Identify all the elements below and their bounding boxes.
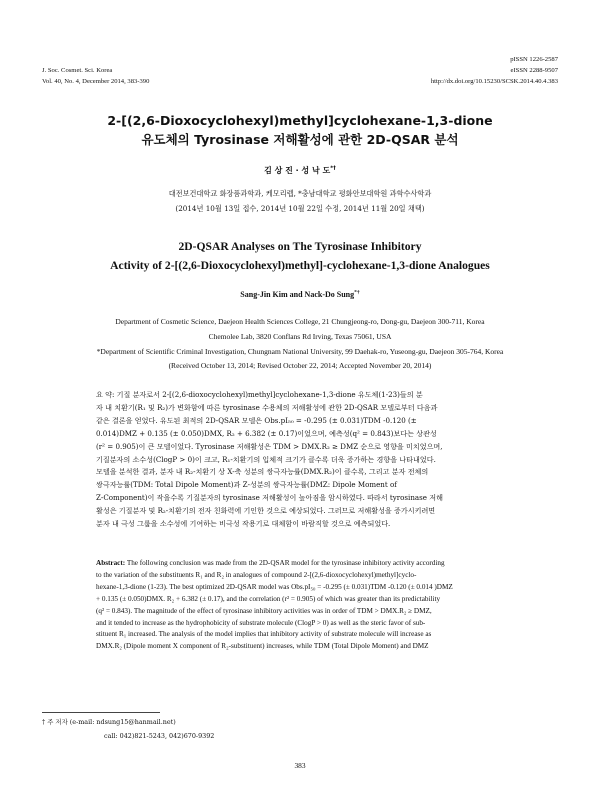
footnote-rule — [42, 712, 160, 713]
footnote-line2: call: 042)821-5243, 042)670-9392 — [104, 732, 215, 740]
abstract-en-text: The following conclusion was made from the 2D-QSAR model for the tyrosinase inhibitory activity according — [126, 559, 445, 567]
eissn: eISSN 2288-9507 — [510, 67, 558, 74]
abstract-en-line: hexane-1,3-dione (1-23). The best optimized 2D-QSAR model was Obs.pI₅₀ = -0.295 (± 0.031)TDM -0.120 (± 0.014 )DMZ — [96, 582, 453, 591]
affiliation-ko: 대전보건대학교 화장품과학과, 케모리렙, *충남대학교 평화안보대학원 과학수사학과 — [168, 189, 432, 198]
footnote-line1: † 주 저자 (e-mail: ndsung15@hanmail.net) — [42, 718, 176, 726]
authors-en-names: Sang-Jin Kim and Nack-Do Sung — [240, 290, 355, 299]
abstract-en-label: Abstract: — [96, 559, 126, 567]
abstract-ko-line: 분자 내 극성 그룹을 소수성에 기여하는 비극성 작용기로 대체함이 바람직할 것으로 예측되었다. — [96, 519, 391, 529]
affiliation-en-line3: *Department of Scientific Criminal Investigation, Chungnam National University, 99 Daehak-ro, Yuseong-gu, Daejeon 305-764, Korea — [96, 347, 504, 356]
title-en-line1: 2D-QSAR Analyses on The Tyrosinase Inhibitory — [178, 240, 422, 253]
affiliation-en-line2: Chemolee Lab, 3820 Conflans Rd Irving, Texas 75061, USA — [208, 332, 392, 341]
journal-name: J. Soc. Cosmet. Sci. Korea — [42, 67, 113, 74]
title-ko-line1: 2-[(2,6-Dioxocyclohexyl)methyl]cyclohexane-1,3-dione — [107, 113, 493, 128]
abstract-ko-line: 0.014)DMZ + 0.135 (± 0.050)DMX, R₂ + 6.382 (± 0.17)이었으며, 예측성(q² = 0.843)보다는 상관성 — [96, 428, 437, 438]
abstract-en-line: + 0.135 (± 0.050)DMX. R₂ + 6.382 (± 0.17), and the correlation (r² = 0.905) of which was greater than its predictability — [96, 594, 441, 603]
abstract-ko-text: 기질 분자로서 2-[(2,6-dioxocyclohexyl)methyl]cyclohexane-1,3-dione 유도체(1-23)들의 분 — [116, 390, 423, 399]
doi-link[interactable]: http://dx.doi.org/10.15230/SCSK.2014.40.4.383 — [430, 78, 558, 85]
authors-en-mark: *† — [354, 289, 360, 296]
abstract-en-line: stituent R₁ increased. The analysis of the model implies that inhibitory activity of substrate molecule will increase as — [96, 630, 432, 639]
abstract-ko-line: 자 내 치환기(R₁ 및 R₂)가 변화함에 따른 tyrosinase 수용체의 저해활성에 관한 2D-QSAR 모델로부터 다음과 — [96, 402, 438, 412]
abstract-ko-label: 요 약: — [96, 390, 115, 399]
authors-en — [0, 290, 600, 299]
abstract-en-line: DMX.R₂ (Dipole moment X component of R₂-substituent) increases, while TDM (Total Dipole Moment) and DMZ — [96, 642, 429, 651]
abstract-en-line — [96, 558, 522, 570]
authors-ko-names: 김 상 진 · 성 낙 도 — [264, 166, 331, 175]
abstract-ko-line: Z-Component)이 작을수록 기질분자의 tyrosinase 저해활성이 높아짐을 암시하였다. 따라서 tyrosinase 저해 — [96, 493, 443, 503]
abstract-ko-line: 쌍극자능률(TDM: Total Dipole Moment)과 Z-성분의 쌍극자능률(DMZ: Dipole Moment of — [96, 480, 397, 490]
authors-ko — [0, 165, 600, 176]
abstract-ko-line: 모델을 분석한 결과, 분자 내 R₂-치환기 상 X-축 성분의 쌍극자능률(DMX.R₂)이 클수록, 그리고 분자 전체의 — [96, 467, 429, 477]
journal-volume: Vol. 40, No. 4, December 2014, 383-390 — [42, 78, 150, 85]
abstract-ko-line: 기질분자의 소수성(ClogP > 0)이 크고, R₁-치환기의 입체적 크기가 클수록 더욱 증가하는 경향을 나타내었다. — [96, 454, 436, 464]
title-ko-line2: 유도체의 Tyrosinase 저해활성에 관한 2D-QSAR 분석 — [141, 132, 459, 147]
pissn: pISSN 1226-2587 — [510, 56, 558, 63]
abstract-ko-line: (r² = 0.905)이 큰 모델이었다. Tyrosinase 저해활성은 TDM > DMX.R₂ ≥ DMZ 순으로 영향을 미치었으며, — [96, 441, 443, 451]
abstract-ko — [96, 389, 522, 531]
abstract-ko-line: 같은 결론을 얻었다. 유도된 최적의 2D-QSAR 모델은 Obs.pI₅₀ = -0.295 (± 0.031)TDM -0.120 (± — [96, 415, 417, 425]
abstract-en-line: and it tended to increase as the hydrophobicity of substrate molecule (ClogP > 0) as well as the steric favor of sub- — [96, 618, 426, 627]
abstract-en — [96, 558, 522, 653]
abstract-en-line: to the variation of the substituents R₁ and R₂ in analogues of compound 2-[(2,6-dioxocyclohexyl)methyl]cyclo- — [96, 570, 417, 579]
affiliation-en-line4: (Received October 13, 2014; Revised October 22, 2014; Accepted November 20, 2014) — [168, 361, 432, 370]
title-en-line2: Activity of 2-[(2,6-Dioxocyclohexyl)methyl]-cyclohexane-1,3-dione Analogues — [110, 259, 490, 272]
affiliation-en-line1: Department of Cosmetic Science, Daejeon Health Sciences College, 21 Chungjeong-ro, Dong-gu, Daejeon 300-711, Korea — [115, 317, 485, 326]
abstract-ko-line: 활성은 기질분자 및 R₂-치환기의 전자 친화력에 기인한 것으로 예상되었다. 그러므로 저해활성을 증가시키려면 — [96, 506, 436, 516]
authors-ko-mark: *† — [330, 165, 336, 172]
abstract-en-line: (q² = 0.843). The magnitude of the effect of tyrosinase inhibitory activities was in order of TDM > DMX.R₂ ≥ DMZ, — [96, 606, 432, 615]
page-number: 383 — [294, 761, 306, 770]
abstract-ko-line — [96, 389, 522, 402]
dates-ko: (2014년 10월 13일 접수, 2014년 10월 22일 수정, 2014년 11월 20일 채택) — [175, 204, 425, 213]
